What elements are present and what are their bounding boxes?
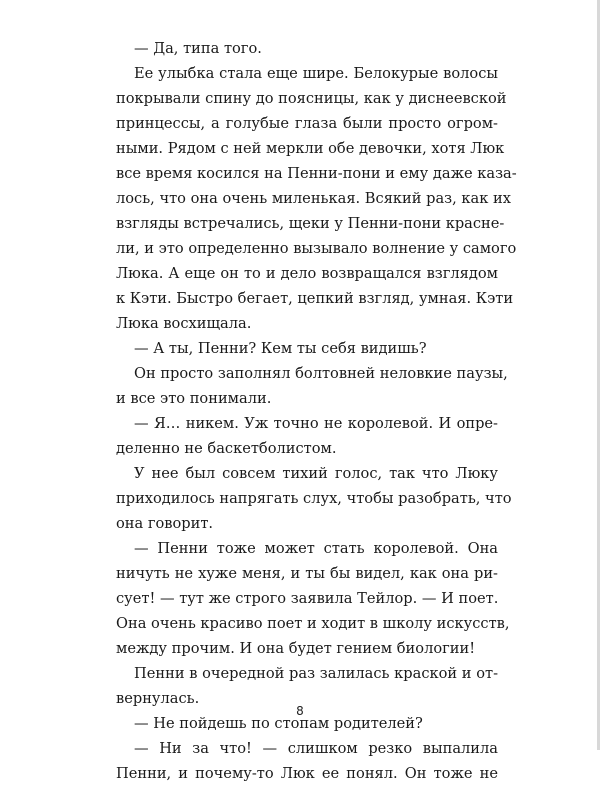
text-line: ными. Рядом с ней меркли обе девочки, хотя Люк [116, 140, 505, 157]
text-line: — Я… никем. Уж точно не королевой. И опре- [134, 415, 498, 432]
text-line: Он просто заполнял болтовней неловкие паузы, [134, 365, 508, 382]
text-line: и все это понимали. [116, 390, 272, 407]
text-line: — Пенни тоже может стать королевой. Она [134, 540, 498, 557]
text-line: Пенни, и почему-то Люк ее понял. Он тоже не [116, 765, 498, 782]
text-line: — Да, типа того. [134, 40, 262, 57]
text-line: лось, что она очень миленькая. Всякий раз, как их [116, 190, 511, 207]
text-line: У нее был совсем тихий голос, так что Люку [134, 465, 498, 482]
text-line: деленно не баскетболистом. [116, 440, 337, 457]
page-number: 8 [296, 704, 304, 718]
text-line: — А ты, Пенни? Кем ты себя видишь? [134, 340, 427, 357]
text-line: ничуть не хуже меня, и ты бы видел, как она ри- [116, 565, 498, 582]
text-line: все время косился на Пенни-пони и ему даже каза- [116, 165, 517, 182]
text-line: Она очень красиво поет и ходит в школу искусств, [116, 615, 510, 632]
text-line: — Не пойдешь по стопам родителей? [134, 715, 423, 732]
text-line: Ее улыбка стала еще шире. Белокурые волосы [134, 65, 498, 82]
text-line: приходилось напрягать слух, чтобы разобрать, что [116, 490, 512, 507]
text-line: к Кэти. Быстро бегает, цепкий взгляд, умная. Кэти [116, 290, 514, 307]
text-line: взгляды встречались, щеки у Пенни-пони красне- [116, 215, 505, 232]
text-line: между прочим. И она будет гением биологии! [116, 640, 476, 657]
text-line: сует! — тут же строго заявила Тейлор. — И поет. [116, 590, 499, 607]
text-line: ли, и это определенно вызывало волнение у самого [116, 240, 517, 257]
text-line: вернулась. [116, 690, 200, 707]
text-line: принцессы, а голубые глаза были просто огром- [116, 115, 498, 132]
text-line: Люка. А еще он то и дело возвращался взглядом [116, 265, 498, 282]
body-text [116, 36, 517, 786]
text-line: — Ни за что! — слишком резко выпалила [134, 740, 498, 757]
text-line: Пенни в очередной раз залилась краской и от- [134, 665, 498, 682]
text-line: Люка восхищала. [116, 315, 252, 332]
text-line: она говорит. [116, 515, 214, 532]
text-line: покрывали спину до поясницы, как у диснеевской [116, 90, 507, 107]
